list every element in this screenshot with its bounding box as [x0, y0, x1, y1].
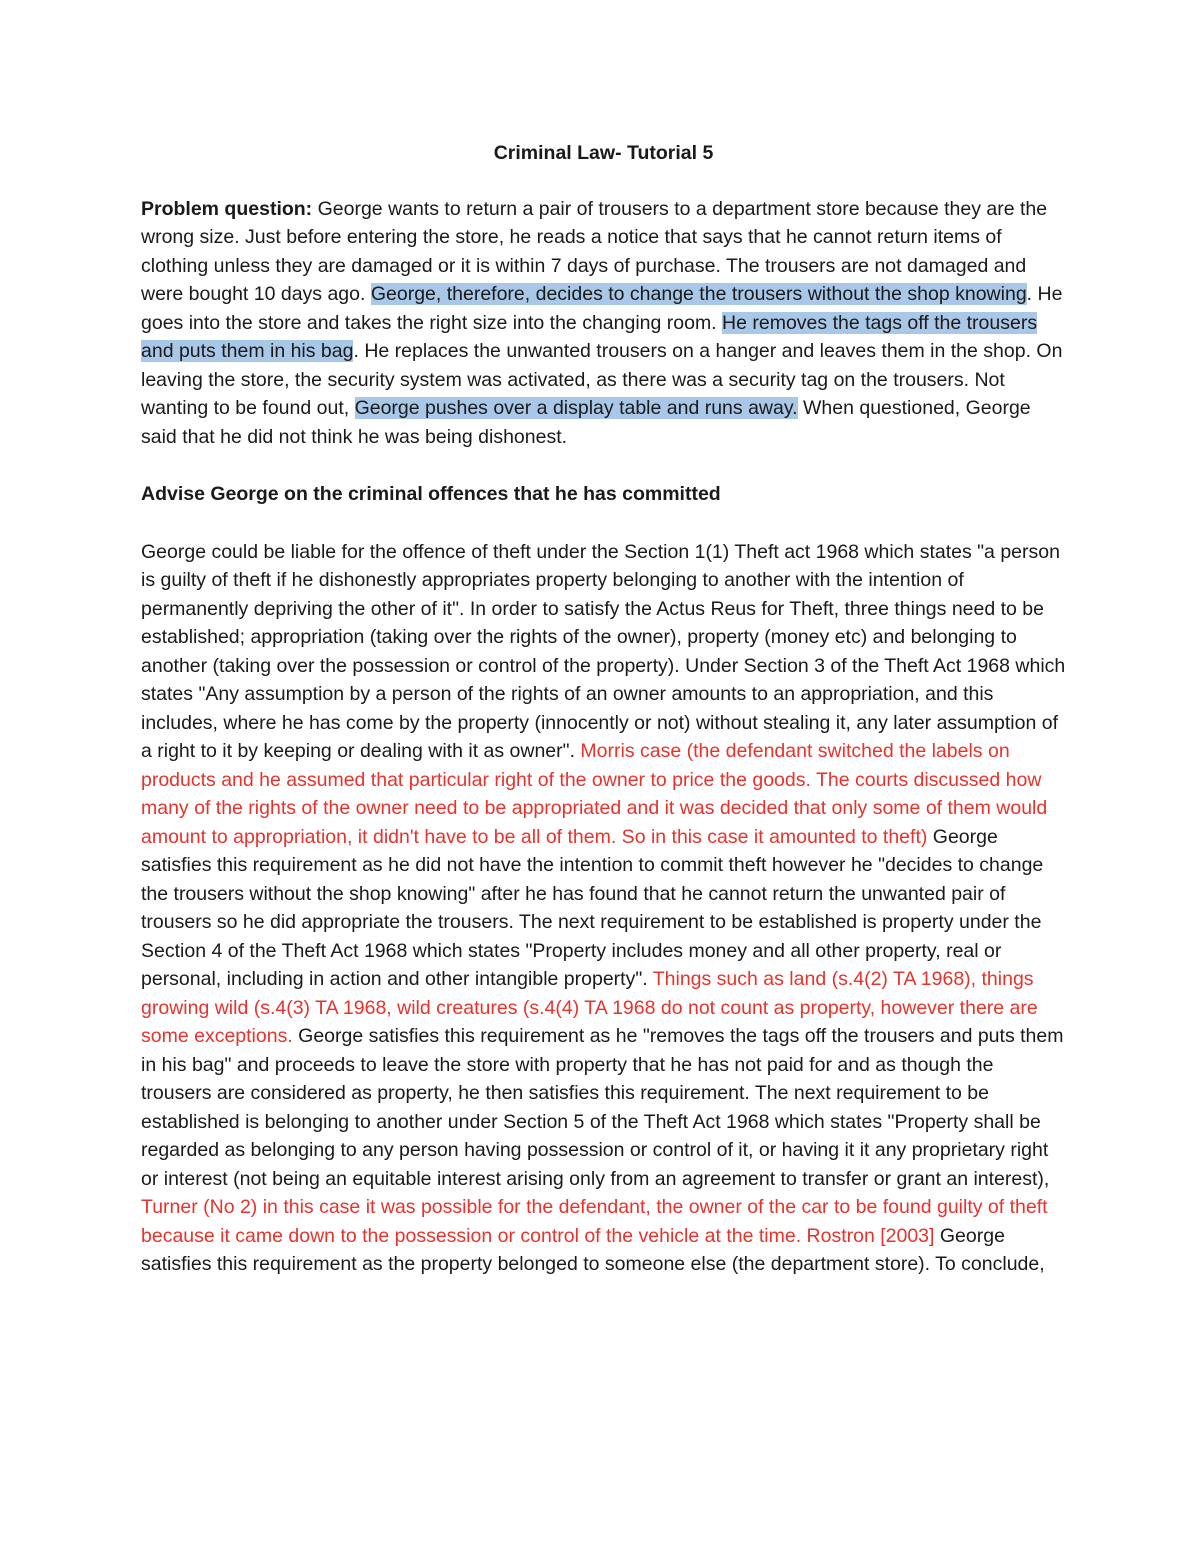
answer-text-1: George could be liable for the offence of theft under the Section 1(1) Theft act 1968 which states "a person is guilty of theft if he dishonestly appropriates property belonging to another with the intention of permanently depriving the other of it". In order to satisfy the Actus Reus for Theft, three things need to be established; appropriation (taking over the rights of the owner), property (money etc) and belonging to another (taking over the possession or control of the property). Under Section 3 of the Theft Act 1968 which states "Any assumption by a person of the rights of an owner amounts to an appropriation, and this includes, where he has come by the property (innocently or not) without stealing it, any later assumption of a right to it by keeping or dealing with it as owner". [141, 540, 1066, 762]
problem-question-label: Problem question: [141, 197, 313, 220]
advise-heading: Advise George on the criminal offences that he has committed [141, 483, 721, 505]
highlight-2: He removes the tags off the trousers and puts them in his bag [141, 311, 1038, 362]
highlight-1: George, therefore, decides to change the trousers without the shop knowing [370, 283, 1027, 305]
problem-text-3: . He replaces the unwanted trousers on a hanger and leaves them in the shop. On leaving the store, the security system was activated, as there was a security tag on the trousers. Not wanting to be found out, [141, 340, 1063, 419]
answer-text-4: George satisfies this requirement as the property belonged to someone else (the department store). To conclude, [141, 1224, 1045, 1275]
property-exceptions-note: Things such as land (s.4(2) TA 1968), things growing wild (s.4(3) TA 1968, wild creatures (s.4(4) TA 1968 do not count as property, however there are some exceptions. [141, 968, 1038, 1047]
problem-question-paragraph [141, 195, 1066, 452]
problem-text-4: When questioned, George said that he did not think he was being dishonest. [141, 397, 1031, 448]
answer-text-3: George satisfies this requirement as he "removes the tags off the trousers and puts them in his bag" and proceeds to leave the store with property that he has not paid for and as though the trousers are considered as property, he then satisfies this requirement. The next requirement to be established is belonging to another under Section 5 of the Theft Act 1968 which states "Property shall be regarded as belonging to any person having possession or control of it, or having it it any proprietary right or interest (not being an equitable interest arising only from an agreement to transfer or grant an interest), [141, 1025, 1064, 1190]
case-note-turner: Turner (No 2) in this case it was possible for the defendant, the owner of the car to be found guilty of theft because it came down to the possession or control of the vehicle at the time. Rostron [2003] [141, 1196, 1048, 1247]
document-page [141, 139, 1066, 1279]
highlight-3: George pushes over a display table and runs away. [354, 397, 798, 419]
case-note-morris: Morris case (the defendant switched the labels on products and he assumed that particular right of the owner to price the goods. The courts discussed how many of the rights of the owner need to be appropriated and it was decided that only some of them would amount to appropriation, it didn't have to be all of them. So in this case it amounted to theft) [141, 740, 1048, 848]
problem-text-1: George wants to return a pair of trousers to a department store because they are the wrong size. Just before entering the store, he reads a notice that says that he cannot return items of clothing unless they are damaged or it is within 7 days of purchase. The trousers are not damaged and were bought 10 days ago. [141, 197, 1048, 305]
answer-paragraph [141, 538, 1066, 1279]
answer-text-2: George satisfies this requirement as he did not have the intention to commit theft however he "decides to change the trousers without the shop knowing" after he has found that he cannot return the unwanted pair of trousers so he did appropriate the trousers. The next requirement to be established is property under the Section 4 of the Theft Act 1968 which states "Property includes money and all other property, real or personal, including in action and other intangible property". [141, 825, 1044, 990]
problem-text-2: . He goes into the store and takes the right size into the changing room. [141, 283, 1063, 334]
document-title: Criminal Law- Tutorial 5 [493, 142, 714, 164]
